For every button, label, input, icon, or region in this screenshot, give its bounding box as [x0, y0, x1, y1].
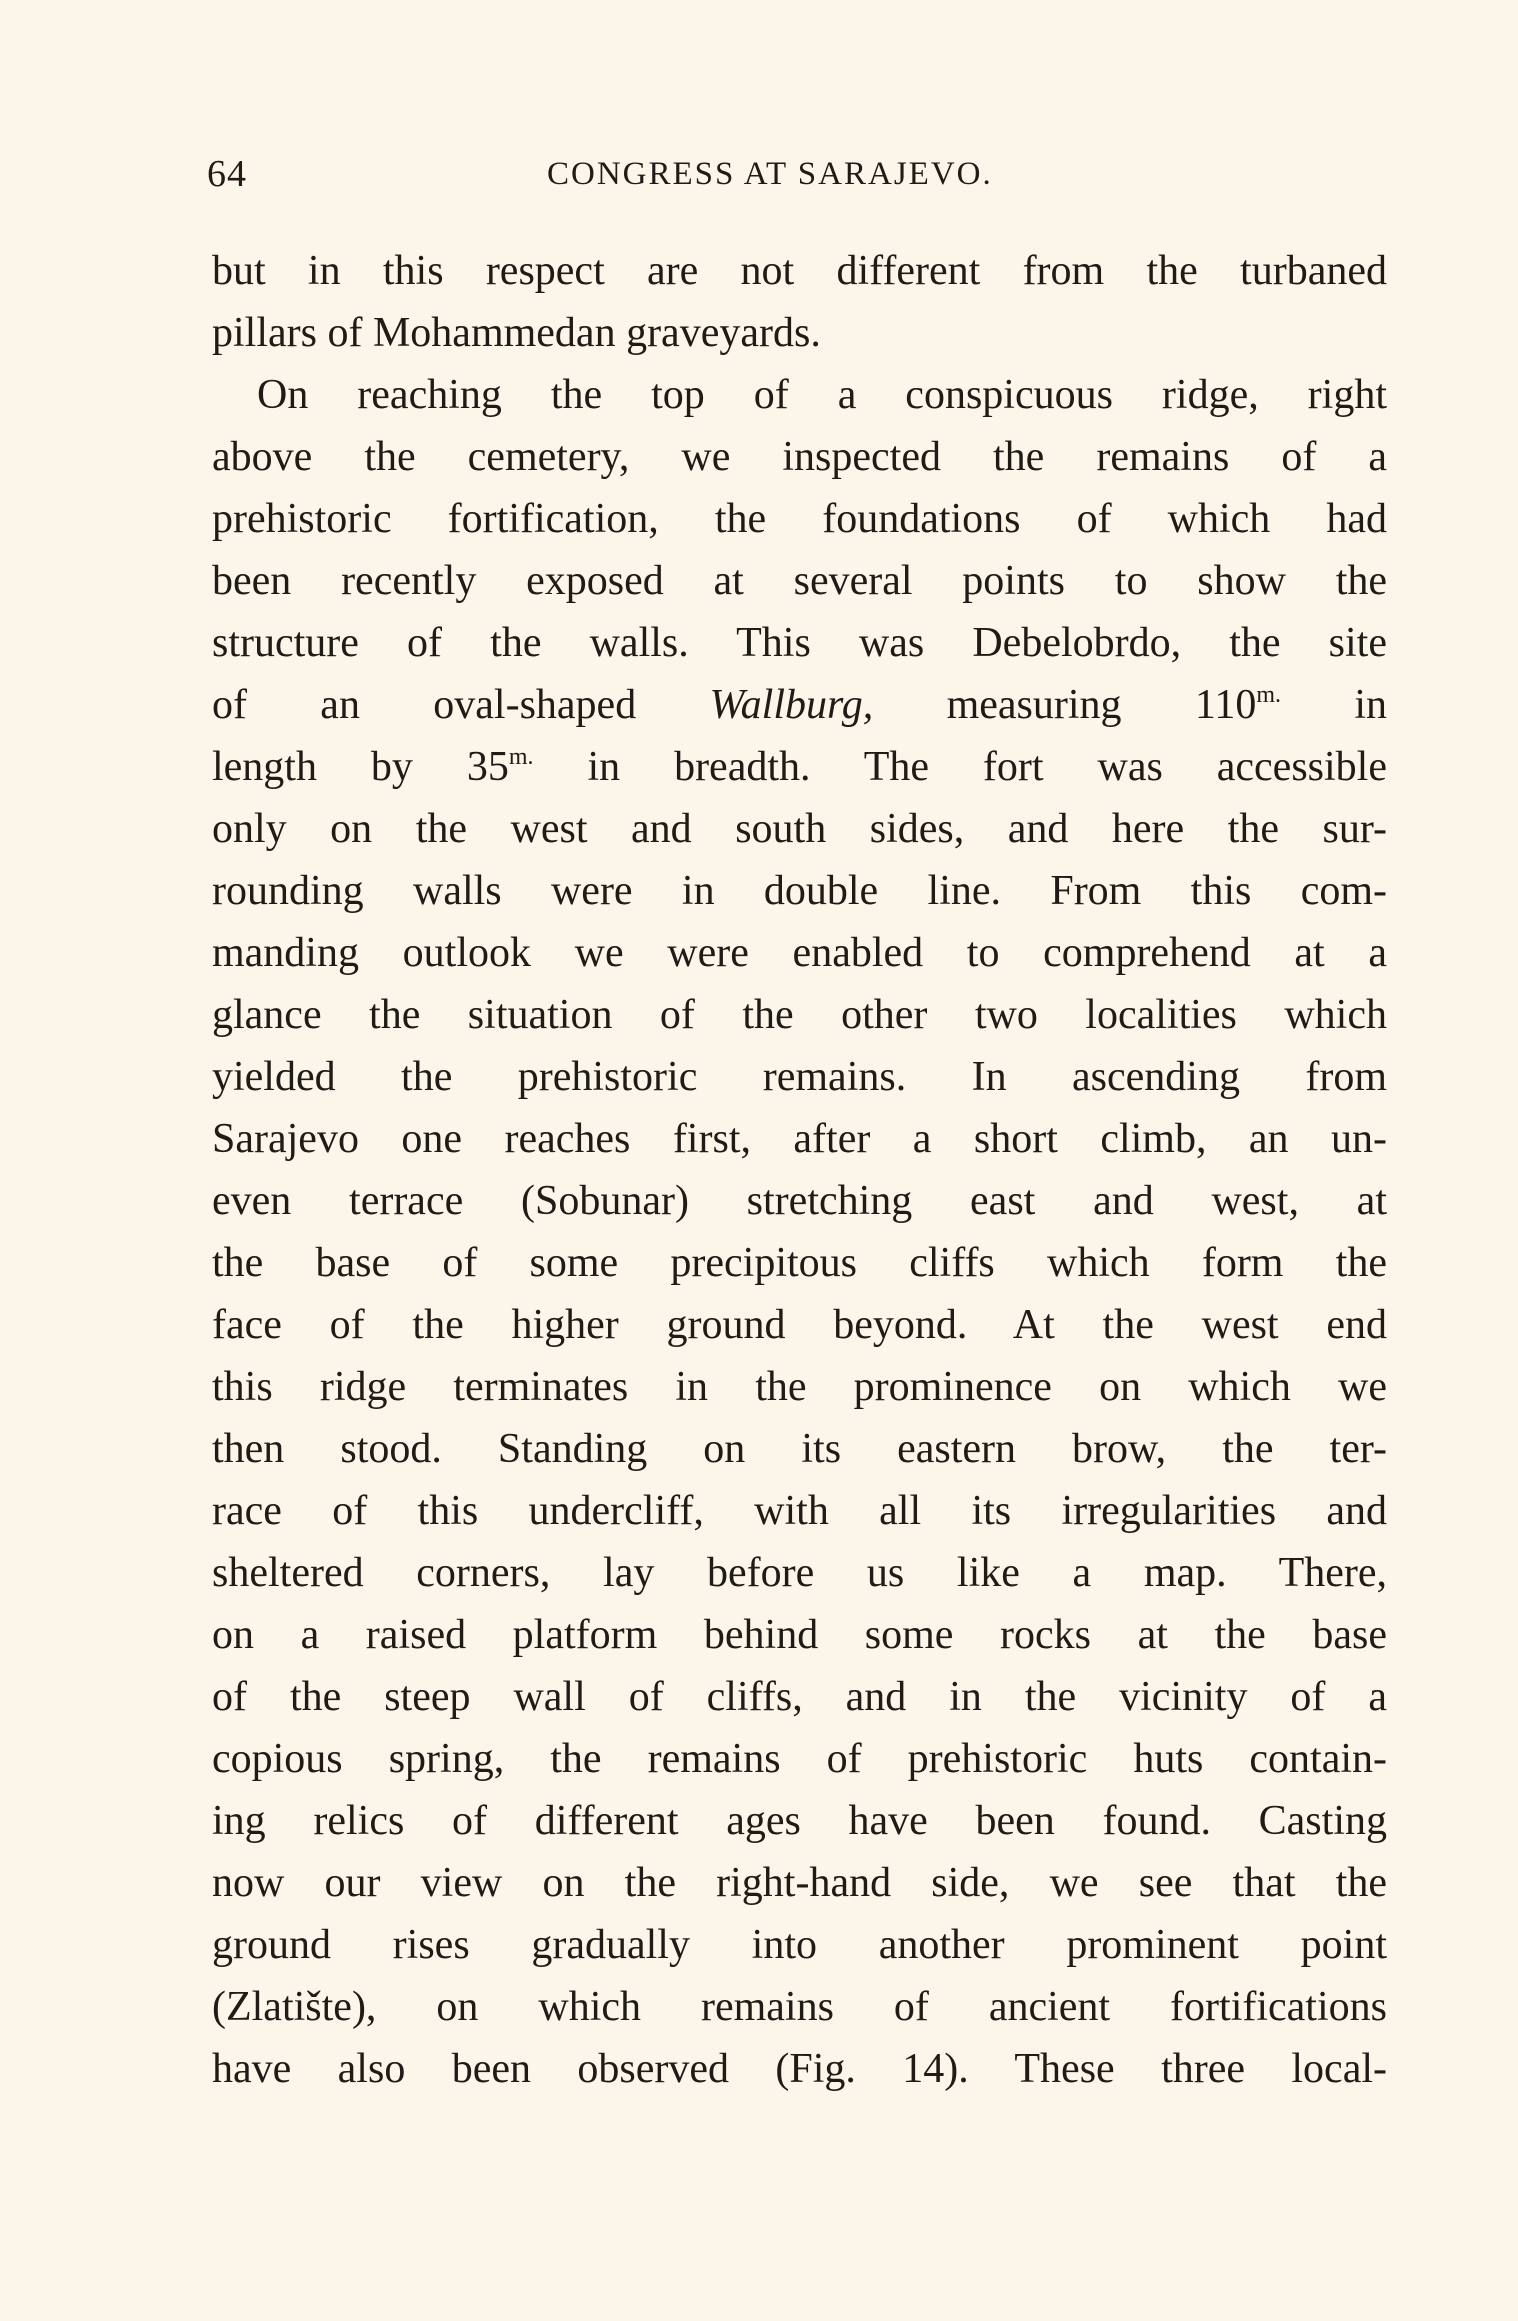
- text-line-5: prehistoric fortification, the foundations of which had: [212, 496, 1387, 542]
- text-line-30: have also been observed (Fig. 14). These three local-: [212, 2046, 1387, 2092]
- body-text: [212, 240, 1387, 2100]
- text-line-8-part-a: of an oval-shaped: [212, 682, 710, 728]
- text-line-6: been recently exposed at several points to show the: [212, 558, 1387, 604]
- text-line-24: of the steep wall of cliffs, and in the vicinity of a: [212, 1674, 1387, 1720]
- page-number: 64: [207, 153, 247, 195]
- page-header: [207, 152, 1387, 202]
- text-line-11: rounding walls were in double line. From this com-: [212, 868, 1387, 914]
- text-line-23: on a raised platform behind some rocks at the base: [212, 1612, 1387, 1658]
- text-line-25: copious spring, the remains of prehistoric huts contain-: [212, 1736, 1387, 1782]
- text-line-17: the base of some precipitous cliffs which form the: [212, 1240, 1387, 1286]
- text-line-29: (Zlatište), on which remains of ancient fortifications: [212, 1984, 1387, 2030]
- wallburg-term: Wallburg,: [709, 682, 874, 728]
- text-line-3: On reaching the top of a conspicuous ridge, right: [257, 372, 1387, 418]
- meter-superscript-1: m.: [1256, 682, 1281, 708]
- text-line-27: now our view on the right-hand side, we see that the: [212, 1860, 1387, 1906]
- text-line-22: sheltered corners, lay before us like a map. There,: [212, 1550, 1387, 1596]
- text-line-16: even terrace (Sobunar) stretching east and west, at: [212, 1178, 1387, 1224]
- text-line-2: pillars of Mohammedan graveyards.: [212, 310, 821, 356]
- running-head: CONGRESS AT SARAJEVO.: [547, 156, 993, 192]
- text-line-15: Sarajevo one reaches first, after a short climb, an un-: [212, 1116, 1387, 1162]
- text-line-9-part-a: length by 35: [212, 744, 509, 790]
- text-line-8: [212, 674, 1387, 736]
- text-line-4: above the cemetery, we inspected the remains of a: [212, 434, 1387, 480]
- text-line-9-part-b: in breadth. The fort was accessible: [533, 744, 1387, 790]
- text-line-20: then stood. Standing on its eastern brow, the ter-: [212, 1426, 1387, 1472]
- text-line-1: but in this respect are not different from the turbaned: [212, 248, 1387, 294]
- text-line-8-part-b: measuring 110: [873, 682, 1257, 728]
- text-line-8-part-c: in: [1281, 682, 1387, 728]
- text-line-28: ground rises gradually into another prominent point: [212, 1922, 1387, 1968]
- text-line-19: this ridge terminates in the prominence on which we: [212, 1364, 1387, 1410]
- text-line-10: only on the west and south sides, and here the sur-: [212, 806, 1387, 852]
- text-line-9: [212, 736, 1387, 798]
- text-line-7: structure of the walls. This was Debelobrdo, the site: [212, 620, 1387, 666]
- text-line-12: manding outlook we were enabled to comprehend at a: [212, 930, 1387, 976]
- text-line-13: glance the situation of the other two localities which: [212, 992, 1387, 1038]
- text-line-21: race of this undercliff, with all its irregularities and: [212, 1488, 1387, 1534]
- text-line-14: yielded the prehistoric remains. In ascending from: [212, 1054, 1387, 1100]
- meter-superscript-2: m.: [508, 744, 534, 770]
- text-line-26: ing relics of different ages have been found. Casting: [212, 1798, 1387, 1844]
- text-line-18: face of the higher ground beyond. At the west end: [212, 1302, 1387, 1348]
